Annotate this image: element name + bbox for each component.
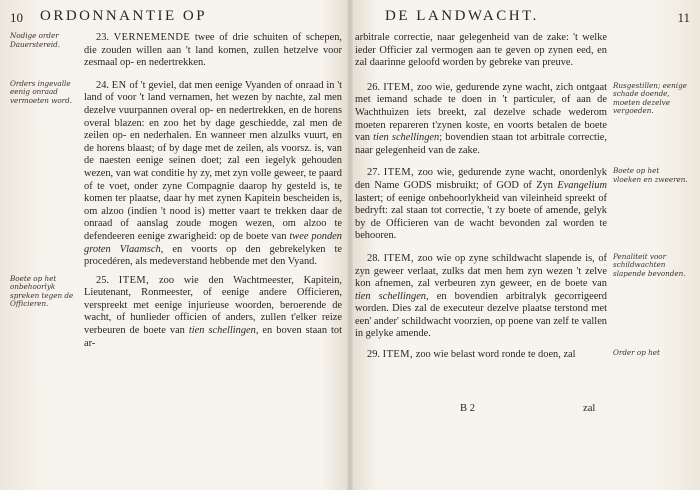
article-29: [355, 349, 690, 362]
article-text: 27. ITEM, zoo wie, gedurende zyne wacht, onordenlyk den Name GODS misbruikt; of GOD of Zyn Evangelium lastert; of eenige onbehoorlykheid van vileinheid spreekt of bedryft: zal staan tot correctie, 't zy boete of amende, gelyk by de Officieren van de wacht bevonden zal worden te behooren.: [355, 167, 607, 242]
margin-note: Penaliteit voor schildwachten slapende bevonden.: [613, 251, 686, 278]
article-24: [10, 80, 342, 269]
article-27: [355, 167, 690, 243]
right-page: [355, 8, 690, 414]
article-23: [10, 32, 342, 70]
article-text: 26. ITEM, zoo wie, gedurende zyne wacht, zich ontgaat met iemand schade te doen in 't particuler, of aan de Wachthuizen iets breekt, zal dezelve schade wederom moeten repareren t'zynen koste, en voorts betalen de boete van tien schellingen; bovendien staan tot arbitrale correctie, naar gelegenheid van de zake.: [355, 81, 608, 156]
margin-note: Nodige order Dauerstereid.: [10, 31, 61, 49]
running-head-right: [355, 8, 690, 32]
catchword: zal: [583, 403, 596, 414]
article-text: 23. VERNEMENDE twee of drie schuiten of schepen, die zouden willen aan 't land komen, zullen hetzelve voor zesmaal op- en nedertrekken.: [84, 32, 342, 69]
running-title: ORDONNANTIE OP: [40, 8, 208, 24]
page-number: 10: [10, 10, 23, 25]
article-25: [10, 275, 342, 351]
book-gutter: [347, 0, 353, 490]
article-text: 25. ITEM, zoo wie den Wachtmeester, Kapitein, Lieutenant, Ronmeester, of eenige andere Officieren, verspreekt met eenige injurieuse woorden, beroerende de wacht, of hunlieder officien of anders, zullen t'elker reize verbeuren de boete van tien schellingen, en boven staan tot ar-: [84, 274, 343, 349]
left-page: [10, 8, 342, 356]
article-text: arbitrale correctie, naar gelegenheid van de zake: 't welke ieder Officier zal vermogen aan te geven op zynen eed, en zal daarinne geloofd worden by gebreke van preuve.: [355, 32, 607, 69]
margin-note: Order op het: [613, 348, 660, 358]
article-text: 28. ITEM, zoo wie op zyne schildwacht slapende is, of zyn geweer verlaat, zulks dat men hem zyn wezen 't zelve kon afnemen, zal verbeuren zyn geweer, en de boete van tien schellingen, en bovendien arbitralyk gecorrigeerd worden. Dies zal de executeur dezelve plaatse terstond met een' ander' schildwacht voorzien, op poene van zelf te vallen in gelyke amende.: [355, 252, 608, 340]
signature-mark: B 2: [460, 403, 476, 414]
margin-note: Orders ingevalle eenig onraad vermoeten word.: [10, 78, 73, 105]
running-title: DE LANDWACHT.: [385, 8, 539, 24]
margin-note: Boete op het onbehoorlyk spreken tegen de Officieren.: [10, 273, 74, 309]
article-text: 29. ITEM, zoo wie belast word ronde te doen, zal: [367, 349, 576, 361]
margin-note: Boete op het vloeken en zweeren.: [613, 166, 688, 184]
article-28: [355, 253, 690, 341]
article-26: [355, 82, 690, 158]
margin-note: Rusgestillen; eenige schade doende, moeten dezelve vergoeden.: [613, 80, 687, 116]
running-head-left: [10, 8, 342, 32]
article-text: 24. EN of 't geviel, dat men eenige Vyanden of onraad in 't land of voor 't land vernamen, het wezen by nachte, zal men dezelve vuurpannen overal op- en nedertrekken, en de horens overal blazen: en zoo het by dage geschiedde, zal men de zeilen op- en nederhalen. En wanneer men alzulks vuurt, en de horens blaast; of by dage met de zeilen, als voorsz. is, van de naesten eenige seinen doet; zal een iegelyk gehouden wezen, van wat conditie hy zy, met zyn volle geweer, te paard of te voet, onder zyne Compagnie daarop hy gesteld is, te komen ter plaatse, daar hy met zynen Kapitein bescheiden is, om alzoo (indien 't nood is) metter vaart te trekken daar de onraad of aanslag zoude mogen wezen, om alzoo te defendeeren eenige zwarigheid: op de boete van twee ponden groten Vlaamsch, en voorts op den gebrekelyken te procedéren, als medeverstand hebbende met den Vyand.: [84, 79, 342, 268]
article-25-continued: [355, 32, 690, 70]
page-number: 11: [677, 10, 690, 25]
